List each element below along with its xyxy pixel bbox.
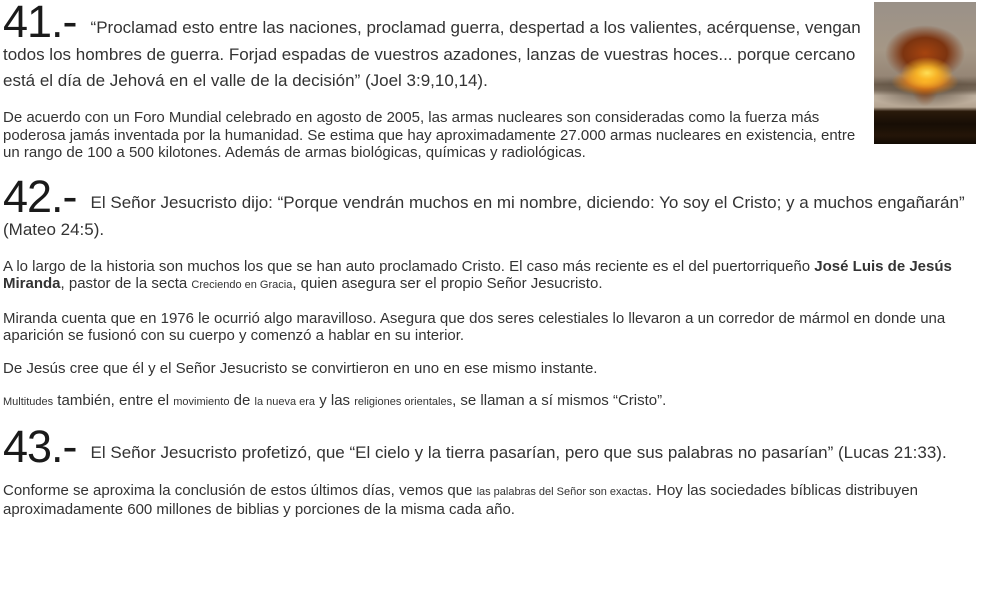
paragraph-text: Conforme se aproxima la conclusión de estos últimos días, vemos que — [3, 481, 477, 499]
paragraph-text: . Hoy las sociedades bíblicas distribuyen aproximadamente 600 millones de biblias y porciones de la misma cada año. — [3, 481, 918, 518]
section-43-heading-text: El Señor Jesucristo profetizó, que “El cielo y la tierra pasarían, pero que sus palabras no pasarían” (Lucas 21:33). — [90, 442, 947, 462]
paragraph-text: , pastor de la secta — [60, 275, 192, 292]
section-41 — [3, 2, 976, 162]
small-text-palabras-del-senor: las palabras del Señor son exactas — [476, 485, 648, 498]
paragraph-text: Miranda cuenta que en 1976 le ocurrió algo maravilloso. Asegura que dos seres celestiales lo llevaron a un corredor de mármol en donde una aparición se fusionó con su cuerpo y comenzó a hablar en su interior. — [3, 309, 946, 344]
small-text-nueva-era: la nueva era — [254, 396, 316, 408]
bold-name-jose-luis: José Luis de Jesús Miranda — [3, 257, 952, 292]
section-42-number: 42.- — [3, 170, 77, 222]
small-text-movimiento: movimiento — [173, 396, 230, 408]
paragraph-text: , se llaman a sí mismos “Cristo”. — [452, 392, 667, 409]
paragraph-text: también, entre el — [53, 392, 174, 409]
section-42-heading-text: El Señor Jesucristo dijo: “Porque vendrán muchos en mi nombre, diciendo: Yo soy el Cristo; y a muchos engañarán” (Mateo 24:5). — [3, 192, 965, 239]
section-41-number: 41.- — [3, 0, 77, 47]
section-42-paragraph-1 — [3, 258, 976, 295]
section-43-heading — [3, 420, 976, 472]
paragraph-text: De Jesús cree que él y el Señor Jesucristo se convirtieron en uno en ese mismo instante. — [3, 359, 598, 377]
section-43-number: 43.- — [3, 420, 77, 472]
paragraph-text: A lo largo de la historia son muchos los que se han auto proclamado Cristo. El caso más reciente es el del puertorriqueño — [3, 257, 815, 275]
section-41-paragraph — [3, 109, 976, 162]
paragraph-text: y las — [315, 392, 355, 409]
section-42 — [3, 170, 976, 412]
section-42-paragraph-2 — [3, 310, 976, 345]
section-41-heading — [3, 2, 976, 94]
nuclear-explosion-image — [874, 2, 976, 144]
section-42-paragraph-3 — [3, 360, 976, 378]
section-41-heading-text: “Proclamad esto entre las naciones, proclamad guerra, despertad a los valientes, acérquense, vengan todos los hombres de guerra. Forjad espadas de vuestros azadones, lanzas de vuestras hoces... porque cercano está el día de Jehová en el valle de la decisión” (Joel 3:9,10,14). — [3, 18, 861, 90]
paragraph-text: , quien asegura ser el propio Señor Jesucristo. — [292, 275, 603, 292]
section-43-paragraph — [3, 482, 976, 519]
paragraph-text: de — [229, 392, 255, 409]
paragraph-text: De acuerdo con un Foro Mundial celebrado en agosto de 2005, las armas nucleares son consideradas como la fuerza más poderosa jamás inventada por la humanidad. Se estima que hay aproximadamente 27.000 armas nucleares en existencia, entre un rango de 100 a 500 kilotones. Además de armas biológicas, químicas y radiológicas. — [3, 109, 856, 161]
section-42-heading — [3, 170, 976, 243]
small-text-religiones-orientales: religiones orientales — [354, 396, 453, 408]
small-text-creciendo-en-gracia: Creciendo en Gracia — [191, 279, 293, 291]
section-43 — [3, 420, 976, 519]
small-text-multitudes: Multitudes — [3, 396, 54, 408]
section-42-paragraph-4 — [3, 392, 976, 412]
